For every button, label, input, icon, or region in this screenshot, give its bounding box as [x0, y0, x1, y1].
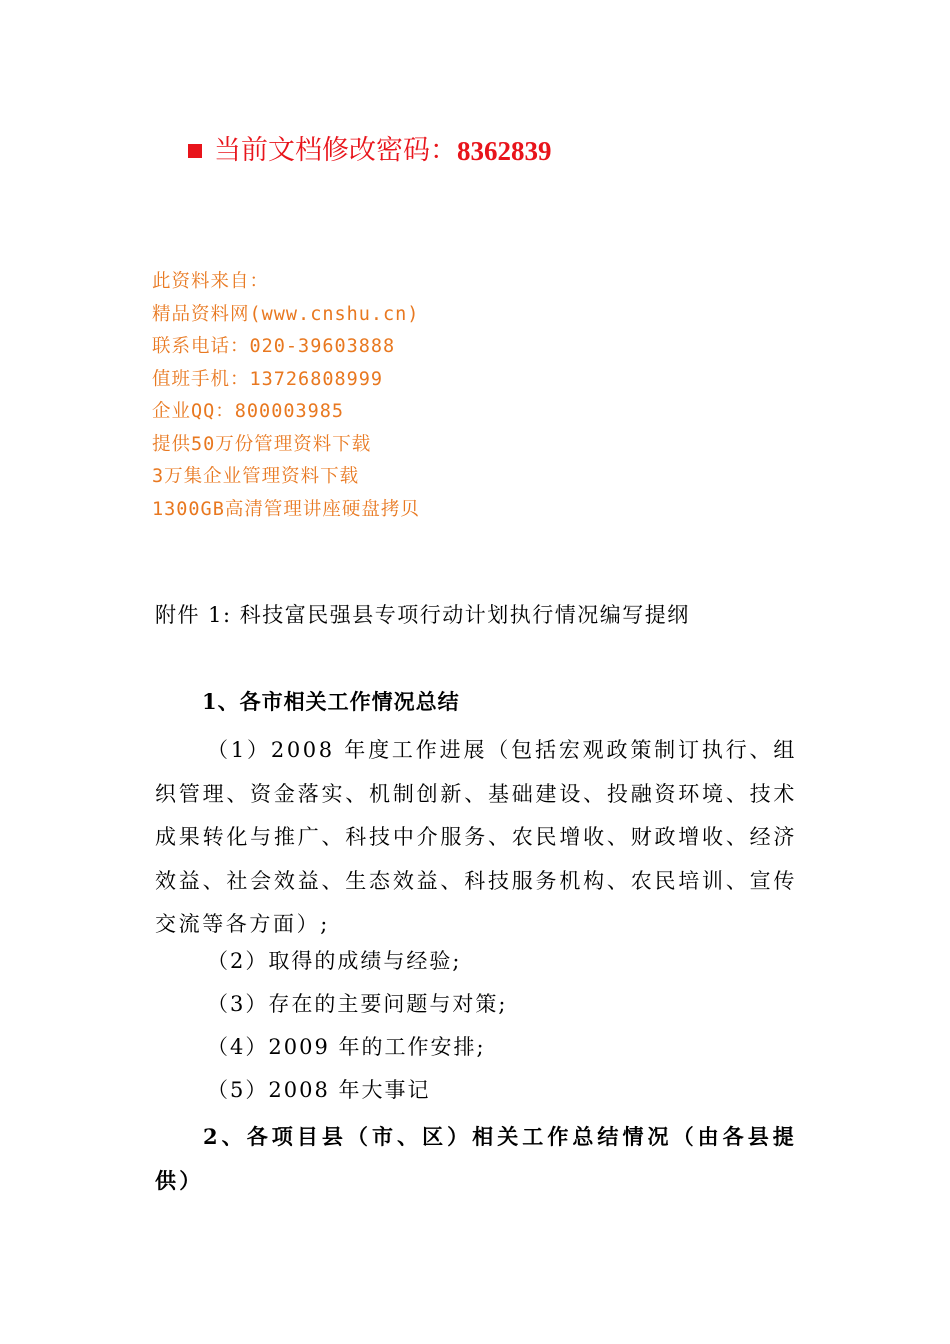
source-line-offer-2: 3万集企业管理资料下载: [152, 466, 360, 487]
section-1-item-1: （1）2008 年度工作进展（包括宏观政策制订执行、组织管理、资金落实、机制创新、基础建设、投融资环境、技术成果转化与推广、科技中介服务、农民增收、财政增收、经济效益、社会效益、生态效益、科技服务机构、农民培训、宣传交流等各方面）;: [155, 738, 797, 936]
source-info-block: [152, 266, 420, 526]
source-line-offer-1: 提供50万份管理资料下载: [152, 433, 372, 455]
source-line-origin: 此资料来自：: [152, 271, 270, 292]
source-line-mobile: 值班手机：13726808999: [152, 368, 384, 390]
source-line-offer-3: 1300GB高清管理讲座硬盘拷贝: [152, 498, 420, 520]
source-line-phone: 联系电话：020-39603888: [152, 336, 396, 357]
section-1-item-5: （5）2008 年大事记: [207, 1078, 431, 1102]
red-square-icon: [188, 144, 202, 158]
password-code: 8362839: [457, 136, 552, 166]
section-1-item-2: （2）取得的成绩与经验;: [207, 949, 462, 973]
section-1-item-3: （3）存在的主要问题与对策;: [207, 992, 508, 1016]
password-label: 当前文档修改密码：: [214, 135, 457, 166]
source-line-qq: 企业QQ：800003985: [152, 401, 345, 422]
section-2-heading: 2、各项目县（市、区）相关工作总结情况（由各县提供）: [155, 1124, 797, 1193]
password-notice: [188, 132, 552, 170]
section-1-heading: 1、各市相关工作情况总结: [202, 689, 460, 714]
appendix-title: 附件 1: 科技富民强县专项行动计划执行情况编写提纲: [155, 603, 690, 627]
source-line-website: 精品资料网(www.cnshu.cn): [152, 303, 420, 325]
section-1-item-4: （4）2009 年的工作安排;: [207, 1035, 486, 1059]
